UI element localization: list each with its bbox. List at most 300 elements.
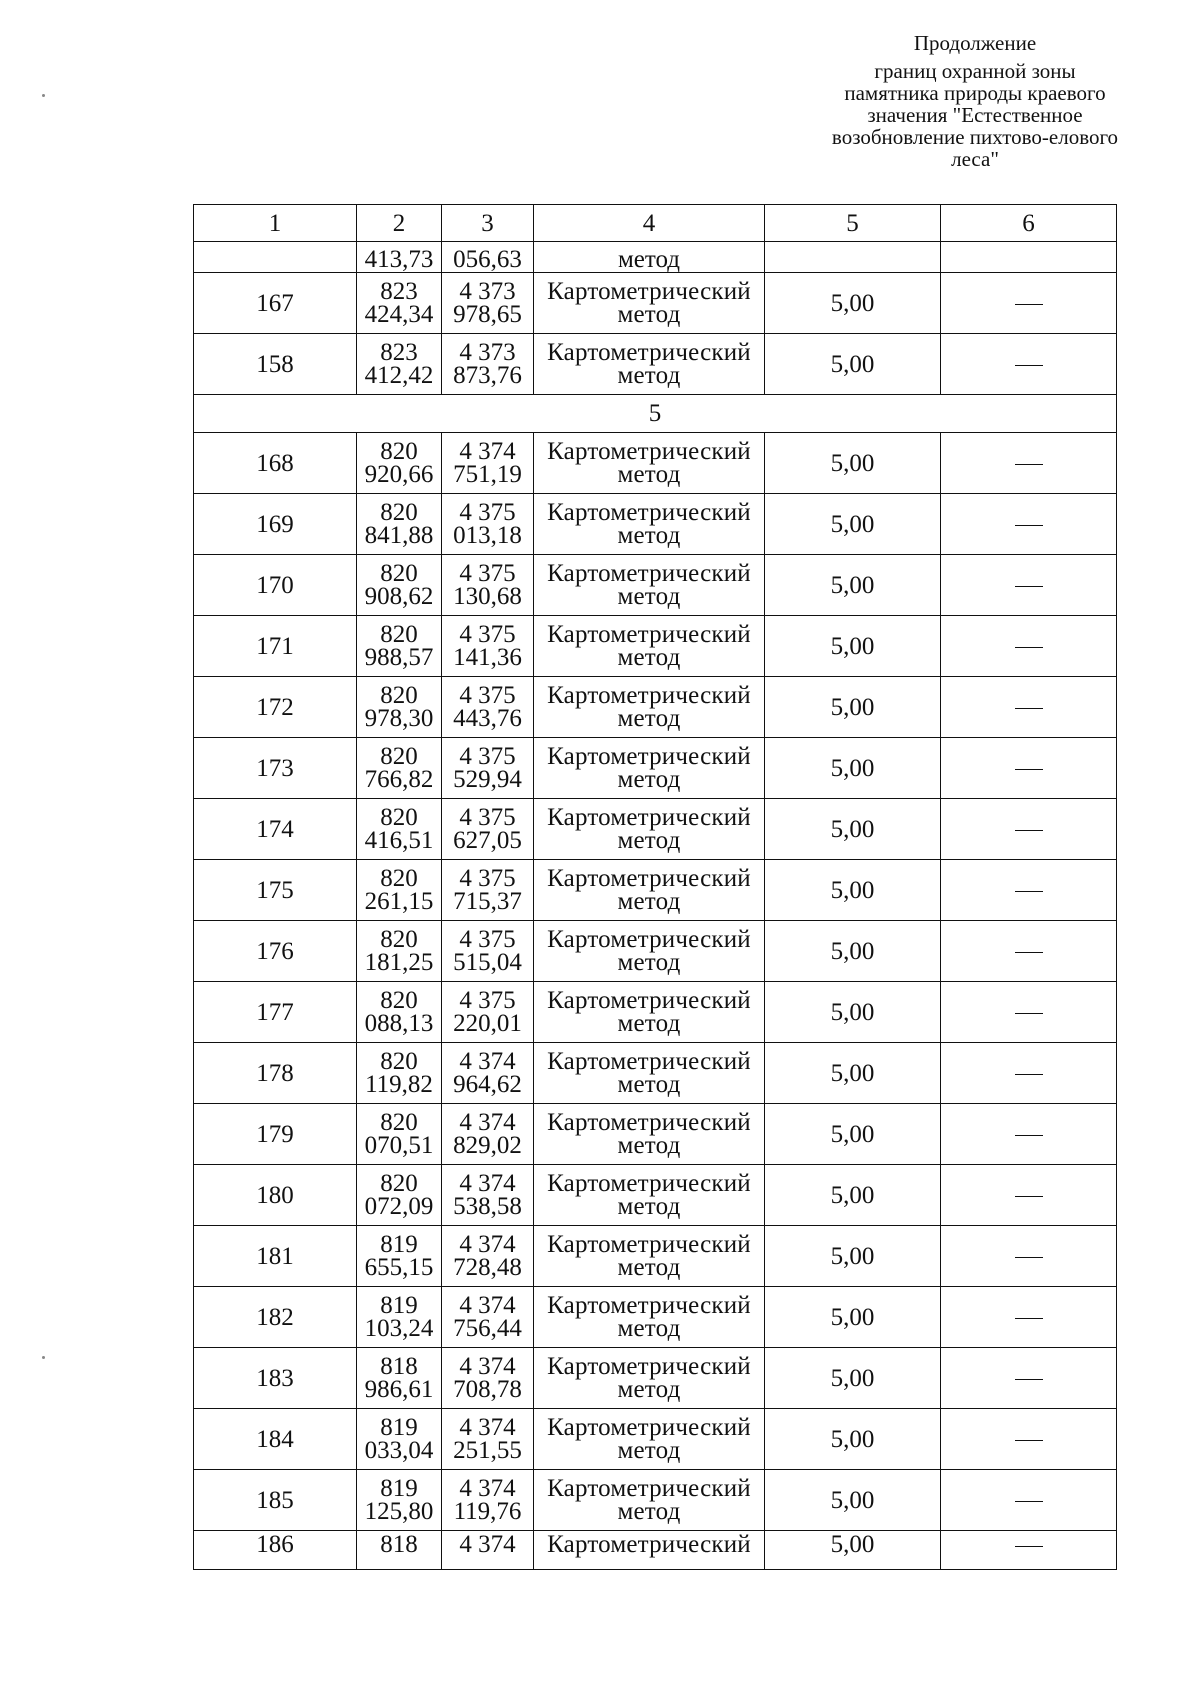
method-cell-text: метод (617, 1071, 681, 1098)
em-dash-mark (1015, 1501, 1043, 1502)
y-coordinate-cell-text: 4 374 (459, 1475, 516, 1502)
error-cell (765, 860, 941, 921)
method-cell (534, 334, 765, 395)
x-coordinate-cell-text: 823 (380, 278, 418, 305)
error-cell (765, 921, 941, 982)
error-cell (765, 677, 941, 738)
y-coordinate-cell-text: 220,01 (453, 1010, 522, 1037)
error-cell-text: 5,00 (830, 1425, 875, 1453)
page-caption (800, 32, 1150, 170)
error-cell-text: 5,00 (830, 876, 875, 904)
note-cell (941, 273, 1117, 334)
method-cell-text: Картометрический (547, 1531, 751, 1558)
em-dash-mark (1015, 464, 1043, 465)
method-cell-text: метод (617, 583, 681, 610)
table-row (194, 1104, 1117, 1165)
header-cell: 2 (357, 205, 442, 242)
error-cell (765, 1165, 941, 1226)
method-cell-text: Картометрический (547, 1353, 751, 1380)
y-coordinate-cell-text: 4 375 (459, 682, 516, 709)
table-row (194, 616, 1117, 677)
note-cell (941, 494, 1117, 555)
error-cell (765, 1287, 941, 1348)
error-cell-text: 5,00 (830, 1303, 875, 1331)
point-number-cell-text: 158 (256, 350, 294, 378)
table-row (194, 555, 1117, 616)
em-dash-mark (1015, 830, 1043, 831)
x-coordinate-cell (357, 1348, 442, 1409)
method-cell-text: метод (617, 766, 681, 793)
x-coordinate-cell-text: 819 (380, 1475, 418, 1502)
note-cell (941, 1409, 1117, 1470)
error-cell-text: 5,00 (830, 1364, 875, 1392)
note-cell (941, 799, 1117, 860)
error-cell (765, 1226, 941, 1287)
method-cell-text: метод (617, 1376, 681, 1403)
error-cell (765, 242, 941, 273)
x-coordinate-cell-text: 818 (380, 1531, 418, 1558)
x-coordinate-cell-text: 181,25 (364, 949, 434, 976)
note-cell (941, 1531, 1117, 1570)
y-coordinate-cell-text: 873,76 (453, 362, 522, 389)
method-cell-text: метод (617, 1010, 681, 1037)
x-coordinate-cell (357, 555, 442, 616)
error-cell-text: 5,00 (830, 1531, 875, 1558)
x-coordinate-cell-text: 986,61 (364, 1376, 434, 1403)
x-coordinate-cell (357, 1470, 442, 1531)
note-cell (941, 242, 1117, 273)
caption-line: леса" (951, 147, 999, 171)
method-cell (534, 677, 765, 738)
error-cell (765, 334, 941, 395)
method-cell-text: метод (617, 1437, 681, 1464)
table-row (194, 1409, 1117, 1470)
scan-speck (42, 94, 45, 97)
x-coordinate-cell-text: 819 (380, 1292, 418, 1319)
x-coordinate-cell-text: 819 (380, 1231, 418, 1258)
x-coordinate-cell-text: 818 (380, 1353, 418, 1380)
method-cell-text: метод (617, 301, 681, 328)
error-cell (765, 1409, 941, 1470)
point-number-cell-text: 176 (256, 937, 294, 965)
y-coordinate-cell (442, 1470, 534, 1531)
y-coordinate-cell (442, 799, 534, 860)
method-cell (534, 555, 765, 616)
method-cell (534, 494, 765, 555)
method-cell (534, 1531, 765, 1570)
x-coordinate-cell (357, 982, 442, 1043)
method-cell (534, 1226, 765, 1287)
point-number-cell (194, 334, 357, 395)
note-cell (941, 1165, 1117, 1226)
x-coordinate-cell-text: 820 (380, 1109, 418, 1136)
em-dash-mark (1015, 304, 1043, 305)
y-coordinate-cell-text: 4 374 (459, 438, 516, 465)
error-cell-text: 5,00 (830, 571, 875, 599)
header-cell: 1 (194, 205, 357, 242)
y-coordinate-cell-text: 4 375 (459, 560, 516, 587)
x-coordinate-cell-text: 820 (380, 682, 418, 709)
x-coordinate-cell-text: 416,51 (364, 827, 434, 854)
method-cell-text: метод (617, 1193, 681, 1220)
method-cell (534, 1470, 765, 1531)
x-coordinate-cell (357, 799, 442, 860)
table-row (194, 738, 1117, 799)
point-number-cell-text: 170 (256, 571, 294, 599)
note-cell (941, 1470, 1117, 1531)
method-cell-text: Картометрический (547, 865, 751, 892)
y-coordinate-cell-text: 627,05 (453, 827, 522, 854)
method-cell (534, 1348, 765, 1409)
x-coordinate-cell-text: 766,82 (364, 766, 434, 793)
x-coordinate-cell (357, 1287, 442, 1348)
y-coordinate-cell-text: 4 375 (459, 621, 516, 648)
note-cell (941, 1287, 1117, 1348)
x-coordinate-cell-text: 920,66 (364, 461, 434, 488)
error-cell-text: 5,00 (830, 754, 875, 782)
point-number-cell (194, 921, 357, 982)
x-coordinate-cell (357, 1409, 442, 1470)
method-cell-text: Картометрический (547, 621, 751, 648)
header-cell: 4 (534, 205, 765, 242)
y-coordinate-cell-text: 119,76 (453, 1498, 522, 1525)
y-coordinate-cell-text: 728,48 (453, 1254, 522, 1281)
x-coordinate-cell (357, 494, 442, 555)
point-number-cell (194, 1226, 357, 1287)
table-row (194, 273, 1117, 334)
em-dash-mark (1015, 1257, 1043, 1258)
note-cell (941, 1226, 1117, 1287)
scan-speck (42, 1356, 45, 1359)
y-coordinate-cell-text: 4 374 (459, 1414, 516, 1441)
error-cell-text: 5,00 (830, 815, 875, 843)
y-coordinate-cell-text: 4 375 (459, 926, 516, 953)
y-coordinate-cell-text: 708,78 (453, 1376, 522, 1403)
point-number-cell-text: 173 (256, 754, 294, 782)
x-coordinate-cell-text: 820 (380, 438, 418, 465)
x-coordinate-cell: 413,73 (357, 242, 442, 273)
method-cell-text: метод (617, 1315, 681, 1342)
method-cell-text: метод (617, 1498, 681, 1525)
error-cell-text: 5,00 (830, 510, 875, 538)
y-coordinate-cell (442, 860, 534, 921)
header-cell: 3 (442, 205, 534, 242)
method-cell-text: Картометрический (547, 1170, 751, 1197)
y-coordinate-cell-text: 4 374 (459, 1170, 516, 1197)
error-cell (765, 1348, 941, 1409)
em-dash-mark (1015, 708, 1043, 709)
y-coordinate-cell-text: 978,65 (453, 301, 522, 328)
note-cell (941, 1348, 1117, 1409)
error-cell (765, 799, 941, 860)
method-cell-text: Картометрический (547, 1231, 751, 1258)
y-coordinate-cell-text: 756,44 (453, 1315, 522, 1342)
method-cell-text: Картометрический (547, 682, 751, 709)
x-coordinate-cell-text: 033,04 (364, 1437, 434, 1464)
method-cell (534, 1287, 765, 1348)
error-cell-text: 5,00 (830, 1059, 875, 1087)
group-label: 5 (194, 395, 1117, 433)
em-dash-mark (1015, 1135, 1043, 1136)
x-coordinate-cell-text: 820 (380, 621, 418, 648)
point-number-cell-text: 184 (256, 1425, 294, 1453)
y-coordinate-cell-text: 4 374 (459, 1531, 516, 1558)
table-row (194, 1287, 1117, 1348)
point-number-cell-text: 181 (256, 1242, 294, 1270)
error-cell-text: 5,00 (830, 1120, 875, 1148)
method-cell-text: метод (617, 644, 681, 671)
em-dash-mark (1015, 952, 1043, 953)
header-cell: 5 (765, 205, 941, 242)
x-coordinate-cell-text: 088,13 (364, 1010, 434, 1037)
method-cell-text: Картометрический (547, 1048, 751, 1075)
em-dash-mark (1015, 1440, 1043, 1441)
y-coordinate-cell-text: 4 374 (459, 1048, 516, 1075)
method-cell (534, 799, 765, 860)
table-row (194, 982, 1117, 1043)
method-cell-text: Картометрический (547, 1109, 751, 1136)
x-coordinate-cell-text: 820 (380, 865, 418, 892)
method-cell (534, 1104, 765, 1165)
x-coordinate-cell-text: 412,42 (364, 362, 434, 389)
y-coordinate-cell-text: 4 374 (459, 1292, 516, 1319)
point-number-cell-text: 171 (256, 632, 294, 660)
point-number-cell (194, 494, 357, 555)
y-coordinate-cell-text: 141,36 (453, 644, 522, 671)
x-coordinate-cell-text: 988,57 (364, 644, 434, 671)
em-dash-mark (1015, 647, 1043, 648)
point-number-cell (194, 738, 357, 799)
em-dash-mark (1015, 1013, 1043, 1014)
y-coordinate-cell (442, 1409, 534, 1470)
x-coordinate-cell (357, 334, 442, 395)
point-number-cell (194, 1531, 357, 1570)
em-dash-mark (1015, 365, 1043, 366)
point-number-cell (194, 1104, 357, 1165)
method-cell (534, 982, 765, 1043)
em-dash-mark (1015, 1074, 1043, 1075)
point-number-cell-text: 172 (256, 693, 294, 721)
error-cell-text: 5,00 (830, 937, 875, 965)
error-cell (765, 1043, 941, 1104)
table-row (194, 334, 1117, 395)
y-coordinate-cell-text: 4 375 (459, 743, 516, 770)
table-row (194, 799, 1117, 860)
method-cell-text: Картометрический (547, 438, 751, 465)
method-cell-text: метод (617, 827, 681, 854)
error-cell-text: 5,00 (830, 632, 875, 660)
y-coordinate-cell-text: 4 375 (459, 865, 516, 892)
point-number-cell (194, 1348, 357, 1409)
caption-title: Продолжение (913, 31, 1037, 55)
em-dash-mark (1015, 586, 1043, 587)
point-number-cell (194, 982, 357, 1043)
point-number-cell (194, 242, 357, 273)
method-cell-text: Картометрический (547, 560, 751, 587)
y-coordinate-cell (442, 921, 534, 982)
method-cell (534, 738, 765, 799)
x-coordinate-cell-text: 070,51 (364, 1132, 434, 1159)
x-coordinate-cell-text: 820 (380, 743, 418, 770)
x-coordinate-cell (357, 433, 442, 494)
table-row (194, 860, 1117, 921)
point-number-cell-text: 178 (256, 1059, 294, 1087)
x-coordinate-cell (357, 1531, 442, 1570)
y-coordinate-cell (442, 1226, 534, 1287)
y-coordinate-cell-text: 130,68 (453, 583, 522, 610)
error-cell (765, 273, 941, 334)
error-cell (765, 738, 941, 799)
y-coordinate-cell (442, 494, 534, 555)
point-number-cell-text: 180 (256, 1181, 294, 1209)
method-cell-text: метод (617, 1254, 681, 1281)
y-coordinate-cell-text: 4 374 (459, 1231, 516, 1258)
y-coordinate-cell-text: 4 374 (459, 1353, 516, 1380)
point-number-cell-text: 179 (256, 1120, 294, 1148)
note-cell (941, 334, 1117, 395)
coordinates-table (193, 204, 1117, 1570)
point-number-cell-text: 182 (256, 1303, 294, 1331)
error-cell (765, 616, 941, 677)
y-coordinate-cell-text: 4 374 (459, 1109, 516, 1136)
error-cell (765, 494, 941, 555)
error-cell (765, 1470, 941, 1531)
table-row (194, 1226, 1117, 1287)
error-cell (765, 982, 941, 1043)
y-coordinate-cell-text: 251,55 (453, 1437, 522, 1464)
caption-line: значения "Естественное (867, 103, 1083, 127)
x-coordinate-cell-text: 655,15 (364, 1254, 434, 1281)
note-cell (941, 1043, 1117, 1104)
point-number-cell-text: 183 (256, 1364, 294, 1392)
table-row (194, 1531, 1117, 1570)
y-coordinate-cell (442, 1104, 534, 1165)
point-number-cell (194, 1409, 357, 1470)
table-row (194, 1348, 1117, 1409)
y-coordinate-cell (442, 982, 534, 1043)
note-cell (941, 982, 1117, 1043)
y-coordinate-cell (442, 555, 534, 616)
note-cell (941, 433, 1117, 494)
point-number-cell-text: 169 (256, 510, 294, 538)
table-row (194, 921, 1117, 982)
point-number-cell (194, 1043, 357, 1104)
em-dash-mark (1015, 891, 1043, 892)
table-row (194, 494, 1117, 555)
y-coordinate-cell (442, 1165, 534, 1226)
point-number-cell (194, 433, 357, 494)
y-coordinate-cell-text: 013,18 (453, 522, 522, 549)
y-coordinate-cell-text: 515,04 (453, 949, 522, 976)
method-cell-text: Картометрический (547, 1475, 751, 1502)
method-cell-text: Картометрический (547, 804, 751, 831)
y-coordinate-cell-text: 4 375 (459, 804, 516, 831)
x-coordinate-cell (357, 1165, 442, 1226)
point-number-cell-text: 175 (256, 876, 294, 904)
note-cell (941, 616, 1117, 677)
error-cell-text: 5,00 (830, 449, 875, 477)
y-coordinate-cell (442, 1531, 534, 1570)
point-number-cell-text: 167 (256, 289, 294, 317)
header-cell: 6 (941, 205, 1117, 242)
error-cell (765, 555, 941, 616)
y-coordinate-cell-text: 4 375 (459, 987, 516, 1014)
y-coordinate-cell-text: 4 373 (459, 339, 516, 366)
y-coordinate-cell-text: 829,02 (453, 1132, 522, 1159)
method-cell-text: Картометрический (547, 1292, 751, 1319)
table-row (194, 1165, 1117, 1226)
point-number-cell (194, 555, 357, 616)
point-number-cell-text: 177 (256, 998, 294, 1026)
method-cell (534, 1165, 765, 1226)
x-coordinate-cell-text: 072,09 (364, 1193, 434, 1220)
note-cell (941, 860, 1117, 921)
x-coordinate-cell-text: 819 (380, 1414, 418, 1441)
em-dash-mark (1015, 1196, 1043, 1197)
point-number-cell-text: 185 (256, 1486, 294, 1514)
continuation-row (194, 242, 1117, 273)
note-cell (941, 921, 1117, 982)
method-cell-text: метод (617, 522, 681, 549)
method-cell-text: метод (617, 949, 681, 976)
x-coordinate-cell (357, 1043, 442, 1104)
caption-line: границ охранной зоны (874, 59, 1076, 83)
x-coordinate-cell-text: 820 (380, 1048, 418, 1075)
x-coordinate-cell-text: 820 (380, 1170, 418, 1197)
point-number-cell (194, 1165, 357, 1226)
method-cell (534, 1409, 765, 1470)
error-cell-text: 5,00 (830, 1181, 875, 1209)
point-number-cell (194, 616, 357, 677)
em-dash-mark (1015, 1546, 1043, 1547)
y-coordinate-cell-text: 443,76 (453, 705, 522, 732)
x-coordinate-cell (357, 1104, 442, 1165)
table-body (194, 205, 1117, 1570)
y-coordinate-cell-text: 538,58 (453, 1193, 522, 1220)
y-coordinate-cell (442, 738, 534, 799)
point-number-cell (194, 1470, 357, 1531)
error-cell-text: 5,00 (830, 1242, 875, 1270)
caption-line: возобновление пихтово-елового (831, 125, 1119, 149)
y-coordinate-cell (442, 1348, 534, 1409)
y-coordinate-cell (442, 677, 534, 738)
method-cell-text: метод (617, 1132, 681, 1159)
method-cell (534, 273, 765, 334)
error-cell-text: 5,00 (830, 289, 875, 317)
point-number-cell-text: 168 (256, 449, 294, 477)
point-number-cell-text: 174 (256, 815, 294, 843)
table-row (194, 677, 1117, 738)
em-dash-mark (1015, 769, 1043, 770)
table-row (194, 1043, 1117, 1104)
method-cell (534, 616, 765, 677)
caption-line: памятника природы краевого (844, 81, 1106, 105)
method-cell-text: Картометрический (547, 278, 751, 305)
point-number-cell (194, 799, 357, 860)
y-coordinate-cell-text: 715,37 (453, 888, 522, 915)
table-row (194, 433, 1117, 494)
point-number-cell (194, 1287, 357, 1348)
table-header-row (194, 205, 1117, 242)
y-coordinate-cell (442, 1043, 534, 1104)
method-cell (534, 433, 765, 494)
x-coordinate-cell-text: 424,34 (364, 301, 434, 328)
note-cell (941, 677, 1117, 738)
method-cell-text: метод (617, 705, 681, 732)
y-coordinate-cell-text: 964,62 (453, 1071, 522, 1098)
x-coordinate-cell-text: 841,88 (364, 522, 434, 549)
x-coordinate-cell-text: 103,24 (364, 1315, 434, 1342)
